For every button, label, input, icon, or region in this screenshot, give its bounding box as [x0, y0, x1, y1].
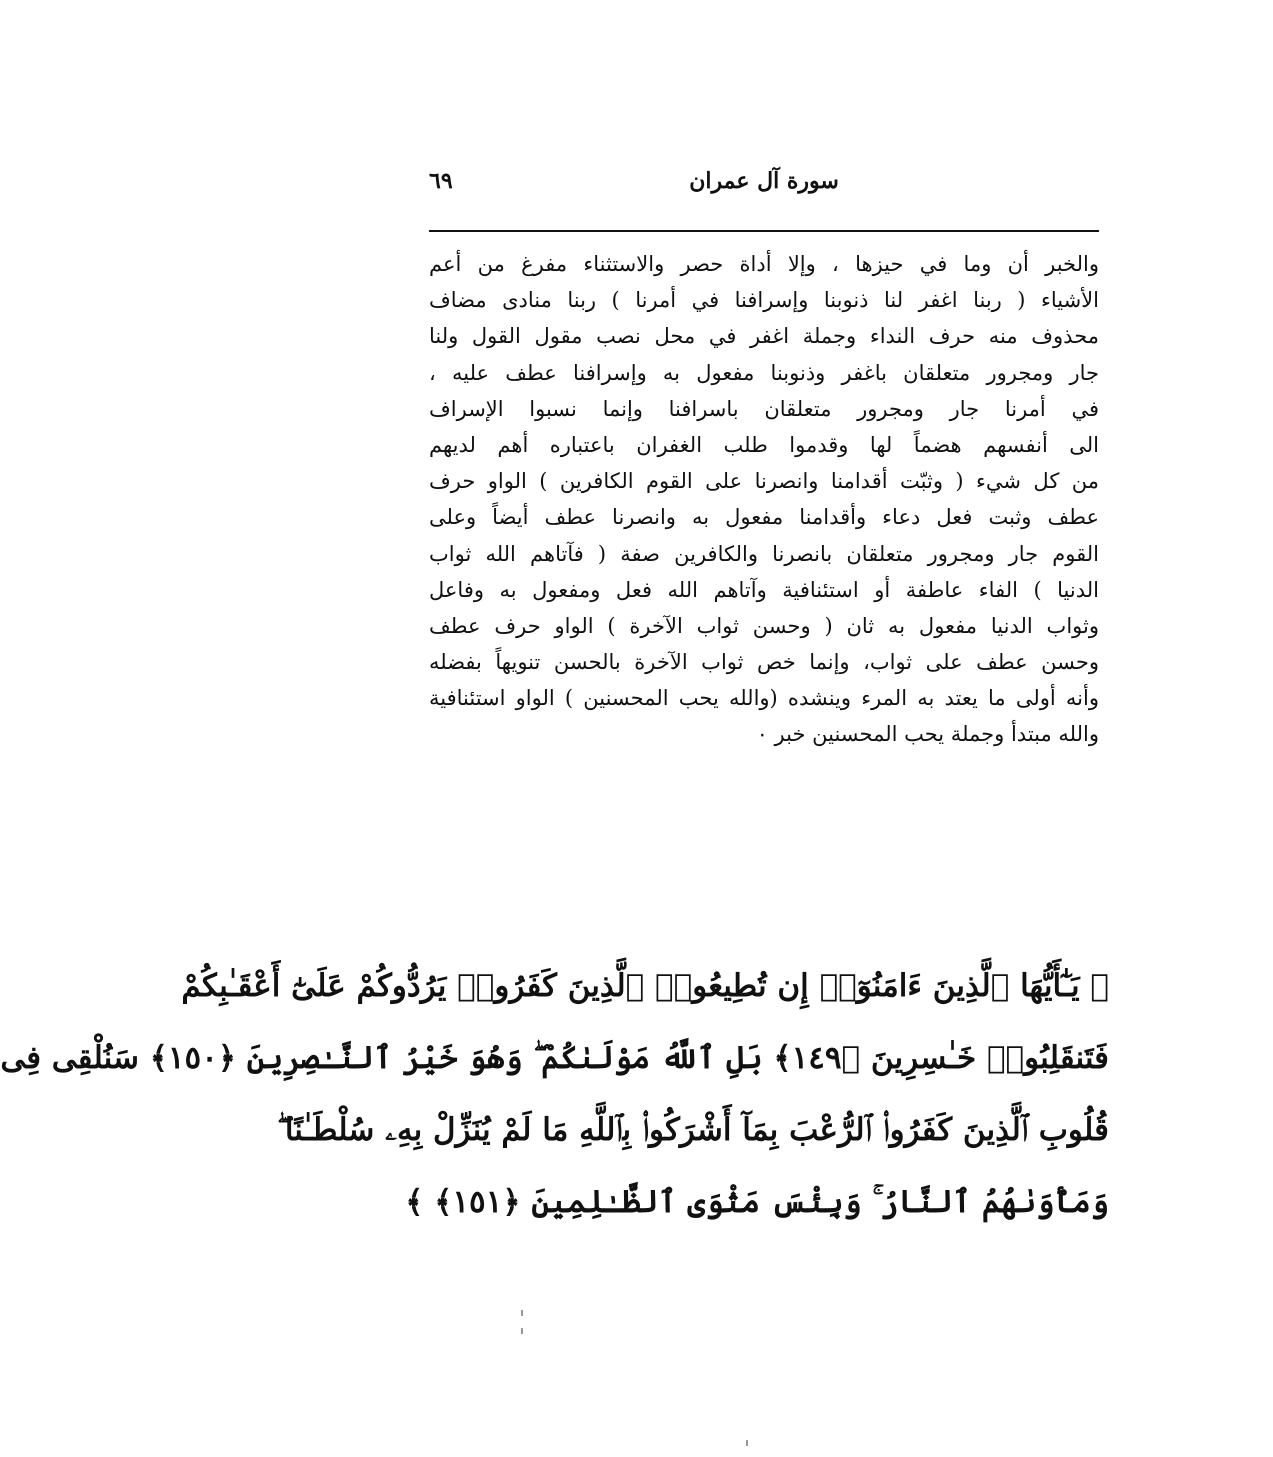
commentary-line: عطف وثبت فعل دعاء وأقدامنا مفعول به وانصرنا عطف أيضاً وعلى — [429, 505, 1099, 530]
commentary-line: من كل شيء ( وثبّت أقدامنا وانصرنا على القوم الكافرين ) الواو حرف — [429, 469, 1099, 494]
scan-speck — [746, 1440, 748, 1446]
commentary-line: الدنيا ) الفاء عاطفة أو استئنافية وآتاهم الله فعل ومفعول به وفاعل — [429, 577, 1099, 602]
commentary-line: جار ومجرور متعلقان باغفر وذنوبنا مفعول به وإسرافنا عطف عليه ، — [429, 360, 1099, 385]
page-number: ٦٩ — [429, 168, 453, 194]
commentary-line: والخبر أن وما في حيزها ، وإلا أداة حصر والاستثناء مفرغ من أعم — [429, 252, 1099, 276]
commentary-line: وأنه أولى ما يعتد به المرء وينشده (والله يحب المحسنين ) الواو استئنافية — [429, 686, 1099, 711]
surah-title: سورة آل عمران — [689, 168, 839, 194]
commentary-line: وحسن عطف على ثواب، وإنما خص ثواب الآخرة بالحسن تنويهاً بفضله — [429, 650, 1099, 675]
verse-line: ﴿ يَـٰٓأَيُّهَا ٱلَّذِينَ ءَامَنُوٓا۟ إِن تُطِيعُوا۟ ٱلَّذِينَ كَفَرُوا۟ يَرُدُّوكُمْ عَلَىٰٓ أَعْقَـٰبِكُمْ — [181, 968, 1109, 1004]
verse-line: وَمَأْوَىٰهُمُ ٱلنَّارُ ۚ وَبِئْسَ مَثْوَى ٱلظَّـٰلِمِينَ ﴿١٥١﴾ ﴾ — [405, 1184, 1109, 1220]
verse-line: قُلُوبِ ٱلَّذِينَ كَفَرُوا۟ ٱلرُّعْبَ بِمَآ أَشْرَكُوا۟ بِٱللَّهِ مَا لَمْ يُنَزِّلْ بِهِۦ سُلْطَـٰنًا ۖ — [277, 1112, 1109, 1148]
page-header — [429, 168, 1099, 208]
commentary-line: محذوف منه حرف النداء وجملة اغفر في محل نصب مقول القول ولنا — [429, 324, 1099, 349]
commentary-line: الأشياء ( ربنا اغفر لنا ذنوبنا وإسرافنا في أمرنا ) ربنا منادى مضاف — [429, 288, 1099, 313]
commentary-line: والله مبتدأ وجملة يحب المحسنين خبر ٠ — [756, 722, 1099, 747]
commentary-line: الى أنفسهم هضماً لها وقدموا طلب الغفران باعتباره أهم لديهم — [429, 432, 1099, 457]
commentary-line: وثواب الدنيا مفعول به ثان ( وحسن ثواب الآخرة ) الواو حرف عطف — [429, 613, 1099, 638]
scan-speck — [521, 1310, 523, 1316]
quran-verses — [0, 950, 1109, 1238]
scan-speck — [521, 1328, 523, 1334]
verse-line: فَتَنقَلِبُوا۟ خَـٰسِرِينَ ﴿١٤٩﴾ بَلِ ٱللَّهُ مَوْلَىٰكُمْ ۖ وَهُوَ خَيْرُ ٱلنَّـٰصِرِينَ ﴿١٥٠﴾ سَنُلْقِى فِى — [0, 1040, 1109, 1076]
commentary-line: القوم جار ومجرور متعلقان بانصرنا والكافرين صفة ( فآتاهم الله ثواب — [429, 541, 1099, 566]
header-divider — [429, 230, 1099, 232]
commentary-line: في أمرنا جار ومجرور متعلقان باسرافنا وإنما نسبوا الإسراف — [429, 396, 1099, 421]
commentary-text — [429, 246, 1099, 753]
